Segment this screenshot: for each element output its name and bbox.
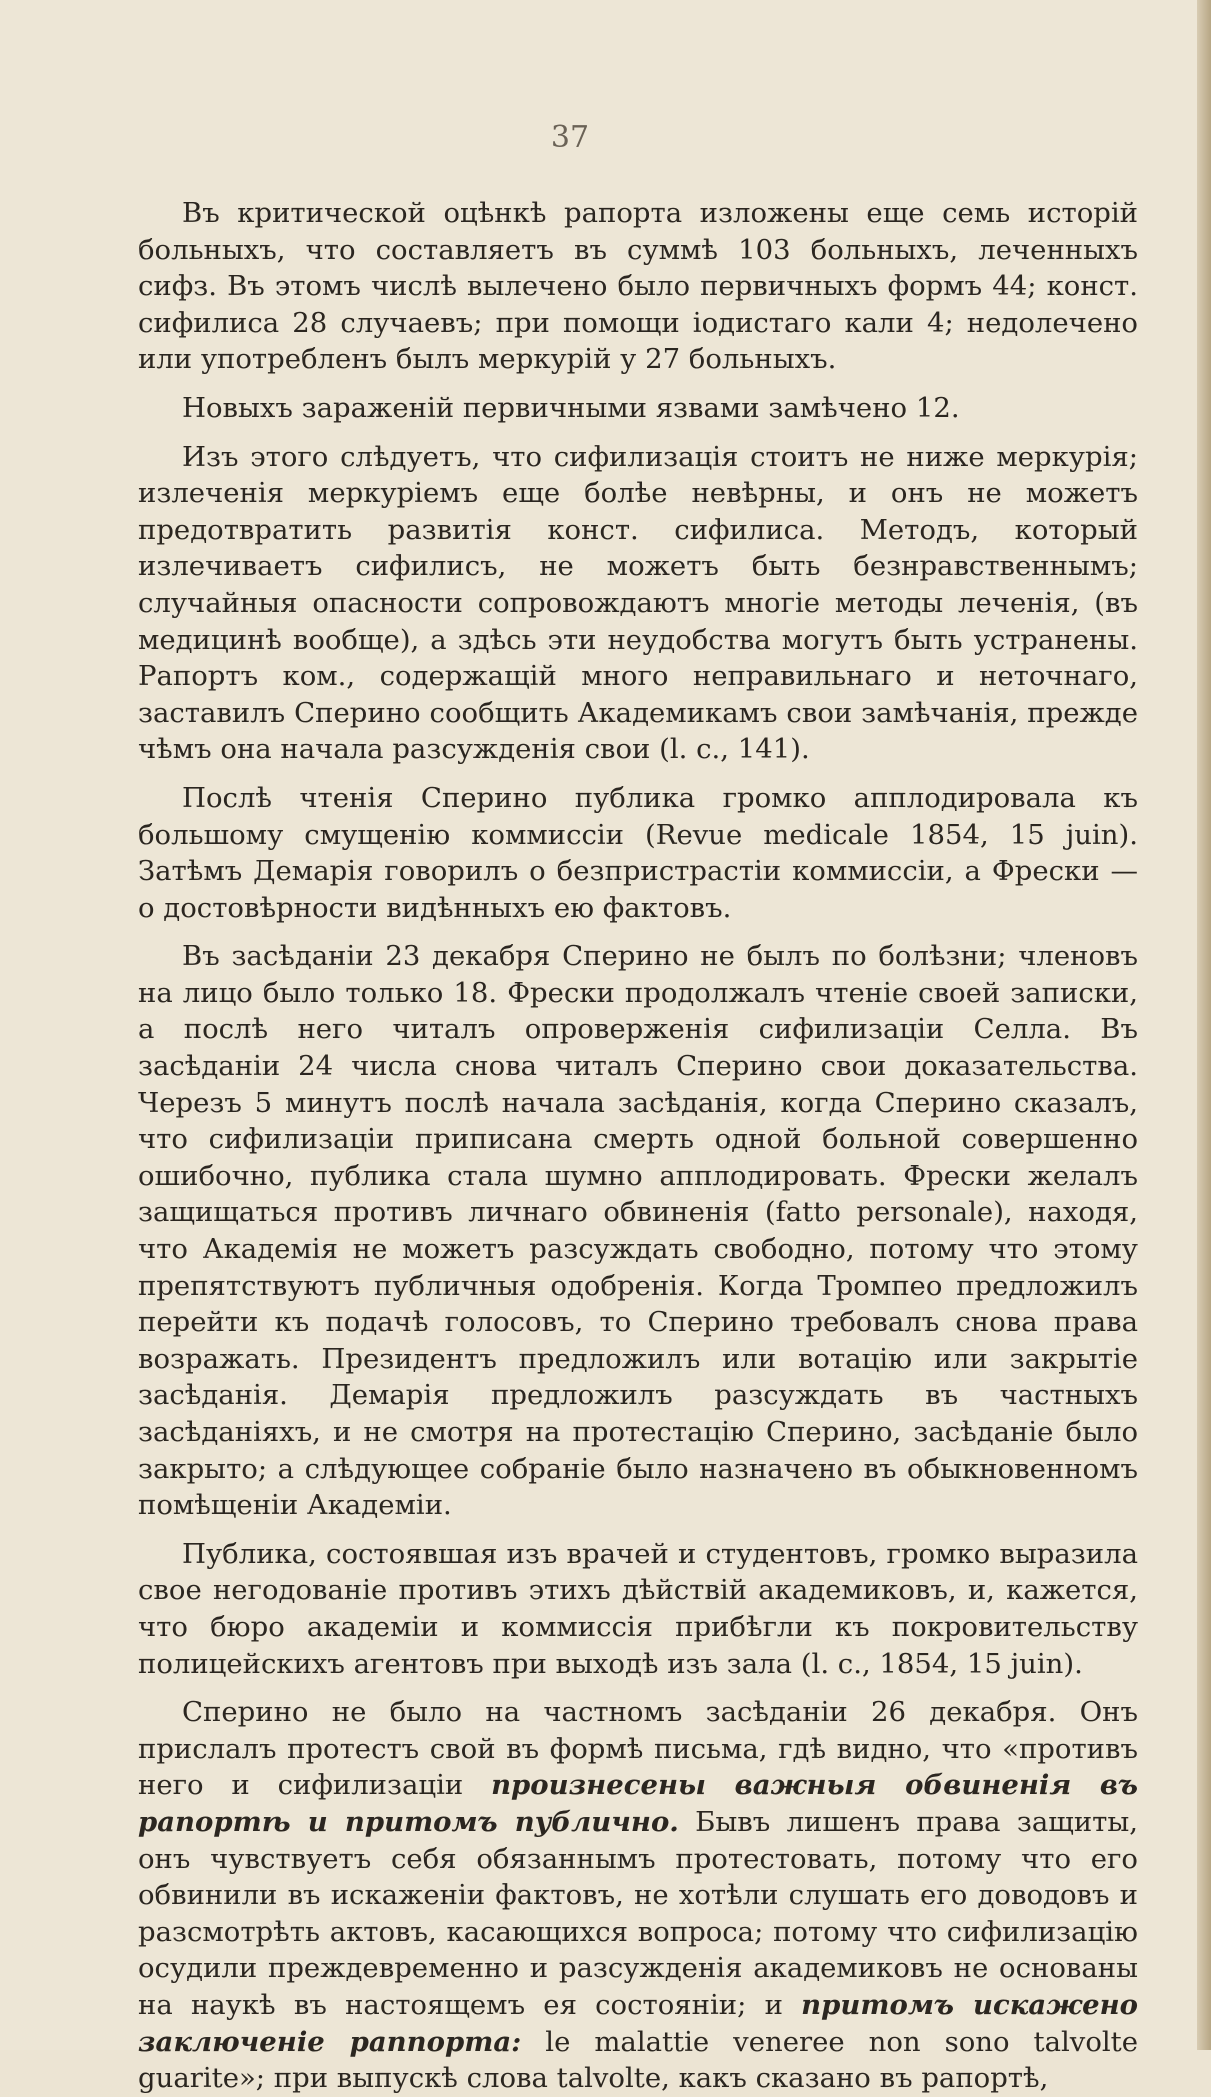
paragraph-text: le malattie veneree non sono talvolte guarite»; при выпускѣ слова talvolte, какъ сказано въ рапортѣ, bbox=[138, 2025, 1138, 2095]
paragraph-text: Публика, состоявшая изъ врачей и студентовъ, громко выразила свое негодованiе противъ этихъ дѣйствiй академиковъ, и, кажется, что бюро академiи и коммиссiя прибѣгли къ покровительству полицейскихъ агентовъ при выходѣ изъ зала (l. c., 1854, 15 juin). bbox=[138, 1537, 1138, 1680]
emphasized-text: произнесены важныя обвиненiя въ рапортѣ и притомъ публично. bbox=[138, 1769, 1138, 1838]
body-text bbox=[138, 195, 1138, 2097]
paragraph-text: Новыхъ зараженiй первичными язвами замѣчено 12. bbox=[182, 391, 960, 424]
paragraph-3 bbox=[138, 439, 1138, 768]
paragraph-text: Въ критической оцѣнкѣ рапорта изложены еще семь исторiй больныхъ, что составляетъ въ суммѣ 103 больныхъ, леченныхъ сифз. Въ этомъ числѣ вылечено было первичныхъ формъ 44; конст. сифилиса 28 случаевъ; при помощи iодистаго кали 4; недолечено или употребленъ былъ меркурiй у 27 больныхъ. bbox=[138, 197, 1138, 376]
paragraph-text: Бывъ лишенъ права защиты, онъ чувствуетъ себя обязаннымъ протестовать, потому что его обвинили въ искаженiи фактовъ, не хотѣли слушать его доводовъ и разсмотрѣть актовъ, касающихся вопроса; потому что сифилизацiю осудили преждевременно и разсужденiя академиковъ не основаны на наукѣ въ настоящемъ ея состоянiи; и bbox=[138, 1805, 1138, 2021]
emphasized-text: притомъ искажено заключенiе раппорта: bbox=[138, 1988, 1138, 2058]
page-edge-shadow bbox=[1197, 0, 1211, 2050]
paragraph-6 bbox=[138, 1536, 1138, 1682]
paragraph-text: Изъ этого слѣдуетъ, что сифилизацiя стоитъ не ниже меркурiя; излеченiя меркурiемъ еще болѣе невѣрны, и онъ не можетъ предотвратить развитiя конст. сифилиса. Методъ, который излечиваетъ сифилисъ, не можетъ быть безнравственнымъ; случайныя опасности сопровождаютъ многiе методы леченiя, (въ медицинѣ вообще), а здѣсь эти неудобства могутъ быть устранены. Рапортъ ком., содержащiй много неправильнаго и неточнаго, заставилъ Сперино сообщить Академикамъ свои замѣчанiя, прежде чѣмъ она начала разсужденiя свои (l. c., 141). bbox=[138, 440, 1138, 766]
paragraph-2 bbox=[138, 390, 1138, 427]
paragraph-text: Послѣ чтенiя Сперино публика громко апплодировала къ большому смущенiю коммиссiи (Revue medicale 1854, 15 juin). Затѣмъ Демарiя говорилъ о безпристрастiи коммиссiи, а Фрески — о достовѣрности видѣнныхъ ею фактовъ. bbox=[138, 781, 1138, 924]
paragraph-7 bbox=[138, 1694, 1138, 2097]
paragraph-4 bbox=[138, 780, 1138, 926]
paragraph-1 bbox=[138, 195, 1138, 378]
paragraph-text: Сперино не было на частномъ засѣданiи 26 декабря. Онъ прислалъ протестъ свой въ формѣ письма, гдѣ видно, что «противъ него и сифилизацiи bbox=[138, 1696, 1138, 1802]
page-number: 37 bbox=[550, 120, 590, 155]
paragraph-text: Въ засѣданiи 23 декабря Сперино не былъ по болѣзни; членовъ на лицо было только 18. Фрески продолжалъ чтенiе своей записки, а послѣ него читалъ опроверженiя сифилизацiи Селла. Въ засѣданiи 24 числа снова читалъ Сперино свои доказательства. Черезъ 5 минутъ послѣ начала засѣданiя, когда Сперино сказалъ, что сифилизацiи приписана смерть одной больной совершенно ошибочно, публика стала шумно апплодировать. Фрески желалъ защищаться противъ личнаго обвиненiя (fatto personale), находя, что Академiя не можетъ разсуждать свободно, потому что этому препятствуютъ публичныя одобренiя. Когда Тромпео предложилъ перейти къ подачѣ голосовъ, то Сперино требовалъ снова права возражать. Президентъ предложилъ или вотацiю или закрытiе засѣданiя. Демарiя предложилъ разсуждать въ частныхъ засѣданiяхъ, и не смотря на протестацiю Сперино, засѣданiе было закрыто; а слѣдующее собранiе было назначено въ обыкновенномъ помѣщенiи Академiи. bbox=[138, 940, 1138, 1522]
paragraph-5 bbox=[138, 938, 1138, 1524]
